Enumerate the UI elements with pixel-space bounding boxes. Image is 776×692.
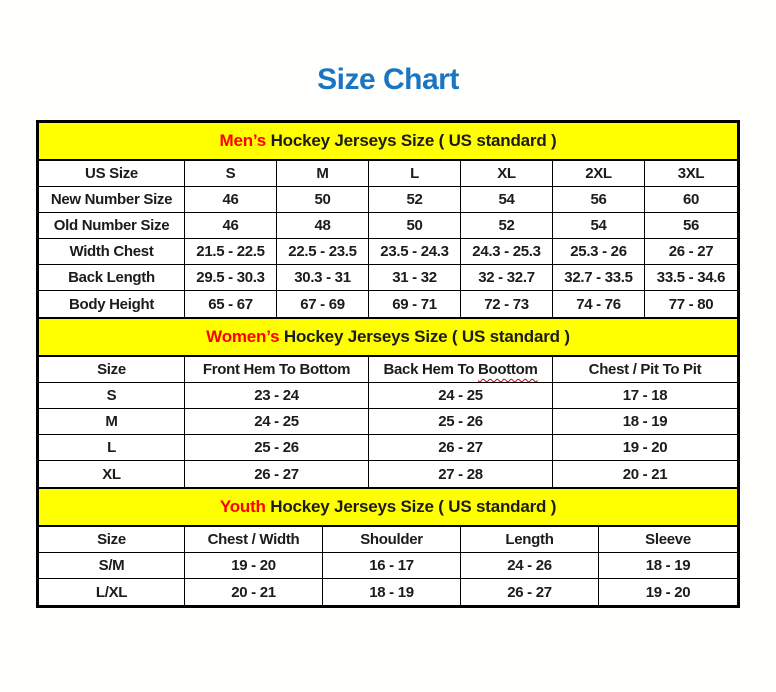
table-cell: 18 - 19 [553, 409, 737, 435]
table-cell: 72 - 73 [461, 291, 553, 317]
table-header-cell: Size [39, 527, 185, 553]
table-cell: 21.5 - 22.5 [185, 239, 277, 265]
table-cell: 31 - 32 [369, 265, 461, 291]
table-cell: 74 - 76 [553, 291, 645, 317]
table-header-cell: S [185, 161, 277, 187]
table-row-label: New Number Size [39, 187, 185, 213]
table-cell: 56 [553, 187, 645, 213]
mens-size-table [39, 161, 737, 317]
table-cell: 20 - 21 [622, 465, 668, 483]
table-cell: 26 - 27 [461, 579, 599, 605]
table-row-label: Old Number Size [39, 213, 185, 239]
womens-size-table [39, 357, 737, 487]
table-cell: 18 - 19 [323, 579, 461, 605]
table-cell: 19 - 20 [553, 435, 737, 461]
table-cell: 52 [461, 213, 553, 239]
table-cell: 30.3 - 31 [277, 265, 369, 291]
table-row-label: XL [39, 461, 185, 487]
header-text: Back Hem To [383, 361, 478, 378]
misspelled-word: Boottom [477, 361, 538, 378]
table-header-cell: Size [39, 357, 185, 383]
table-cell: 32.7 - 33.5 [553, 265, 645, 291]
table-cell: 20 - 21 [185, 579, 323, 605]
table-cell: 33.5 - 34.6 [645, 265, 737, 291]
table-cell: 48 [277, 213, 369, 239]
table-cell: 46 [185, 213, 277, 239]
table-row-label: L [39, 435, 185, 461]
mens-banner-highlight: Men’s [219, 131, 267, 150]
table-header-cell: Chest / Width [185, 527, 323, 553]
youth-banner-text: Hockey Jerseys Size ( US standard ) [265, 497, 557, 516]
womens-banner-highlight: Women’s [206, 327, 280, 346]
table-cell: 46 [185, 187, 277, 213]
table-cell: 54 [553, 213, 645, 239]
table-cell: 56 [645, 213, 737, 239]
table-header-cell: XL [461, 161, 553, 187]
table-cell: 23.5 - 24.3 [369, 239, 461, 265]
table-cell: 32 - 32.7 [461, 265, 553, 291]
table-cell: 26 - 27 [645, 239, 737, 265]
table-header-cell: 2XL [553, 161, 645, 187]
table-cell: 60 [645, 187, 737, 213]
mens-banner-text: Hockey Jerseys Size ( US standard ) [266, 131, 557, 150]
womens-section-banner [39, 317, 737, 357]
page-title: Size Chart [317, 63, 459, 96]
table-header-cell: M [277, 161, 369, 187]
table-cell: 54 [461, 187, 553, 213]
table-cell: 27 - 28 [369, 461, 553, 487]
table-cell: 24 - 25 [369, 383, 553, 409]
table-header-cell: Front Hem To Bottom [185, 357, 369, 383]
table-row-label: Body Height [39, 291, 185, 317]
table-header-cell: Shoulder [323, 527, 461, 553]
table-cell: 50 [369, 213, 461, 239]
table-header-cell: L [369, 161, 461, 187]
youth-banner-highlight: Youth [219, 497, 266, 516]
table-header-cell: US Size [39, 161, 185, 187]
table-header-cell [369, 357, 553, 383]
size-chart-tables [36, 120, 740, 608]
womens-banner-text: Hockey Jerseys Size ( US standard ) [279, 327, 570, 346]
table-cell: 22.5 - 23.5 [277, 239, 369, 265]
table-cell: 23 - 24 [185, 383, 369, 409]
table-cell: 25 - 26 [369, 409, 553, 435]
table-cell: 65 - 67 [185, 291, 277, 317]
table-row-label: Width Chest [39, 239, 185, 265]
youth-size-table [39, 527, 737, 605]
mens-section-banner [39, 123, 737, 161]
table-cell: 17 - 18 [553, 383, 737, 409]
table-header-cell: Chest / Pit To Pit [553, 357, 737, 383]
table-cell: 24 - 26 [461, 553, 599, 579]
table-row-label: M [39, 409, 185, 435]
table-cell: 29.5 - 30.3 [185, 265, 277, 291]
table-cell: 19 - 20 [185, 553, 323, 579]
table-cell: 69 - 71 [369, 291, 461, 317]
table-header-cell: Length [461, 527, 599, 553]
youth-section-banner [39, 487, 737, 527]
table-header-cell: Sleeve [599, 527, 737, 553]
table-cell: 19 - 20 [645, 583, 691, 601]
table-row-label: L/XL [39, 579, 185, 605]
table-cell: 24 - 25 [185, 409, 369, 435]
table-cell: 77 - 80 [668, 295, 714, 313]
table-cell: 26 - 27 [185, 461, 369, 487]
table-cell: 67 - 69 [277, 291, 369, 317]
table-cell: 24.3 - 25.3 [461, 239, 553, 265]
table-cell: 50 [277, 187, 369, 213]
table-row-label: S [39, 383, 185, 409]
table-cell: 16 - 17 [323, 553, 461, 579]
table-row-label: Back Length [39, 265, 185, 291]
table-cell: 25 - 26 [185, 435, 369, 461]
table-cell: 25.3 - 26 [553, 239, 645, 265]
table-cell: 52 [369, 187, 461, 213]
table-header-cell: 3XL [645, 161, 737, 187]
table-row-label: S/M [39, 553, 185, 579]
table-cell: 26 - 27 [369, 435, 553, 461]
table-cell: 18 - 19 [599, 553, 737, 579]
